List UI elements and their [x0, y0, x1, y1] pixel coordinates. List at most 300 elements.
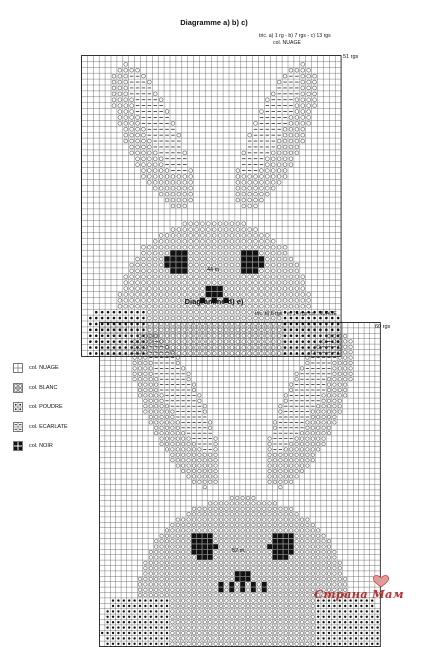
stitch-cell [203, 458, 207, 462]
stitch-cell [333, 421, 337, 425]
stitch-cell [246, 534, 250, 538]
stitch-cell [300, 442, 304, 446]
stitch-cell [153, 269, 157, 273]
stitch-cell [187, 458, 191, 462]
stitch-cell [343, 361, 347, 365]
stitch-cell [160, 626, 162, 628]
stitch-cell [181, 464, 185, 468]
stitch-cell [206, 310, 210, 314]
stitch-cell [322, 583, 326, 587]
stitch-cell [311, 545, 315, 549]
stitch-cell [203, 518, 207, 522]
stitch-cell [187, 610, 191, 614]
stitch-cell [246, 556, 250, 560]
stitch-cell [349, 637, 351, 639]
stitch-cell [136, 121, 140, 125]
stitch-cell [273, 555, 278, 560]
stitch-cell [295, 448, 299, 452]
stitch-cell [147, 80, 151, 84]
stitch-cell [338, 410, 342, 414]
stitch-cell [130, 139, 134, 143]
stitch-cell [265, 98, 269, 102]
stitch-cell [150, 643, 152, 645]
stitch-cell [355, 632, 357, 634]
stitch-cell [322, 643, 324, 645]
stitch-cell [235, 583, 239, 587]
stitch-cell [214, 577, 218, 581]
stitch-cell [214, 550, 218, 554]
stitch-cell [252, 604, 256, 608]
stitch-cell [278, 550, 283, 555]
stitch-cell [295, 437, 299, 441]
stitch-cell [117, 637, 119, 639]
stitch-cell [171, 234, 175, 238]
stitch-cell [284, 399, 288, 403]
stitch-cell [268, 566, 272, 570]
stitch-cell [278, 539, 283, 544]
stitch-cell [159, 316, 163, 320]
stitch-cell [224, 222, 228, 226]
stitch-cell [371, 637, 373, 639]
stitch-cell [300, 534, 304, 538]
stitch-cell [201, 245, 205, 249]
stitch-cell [277, 275, 281, 279]
stitch-cell [165, 539, 169, 543]
stitch-cell [327, 383, 331, 387]
stitch-cell [150, 605, 152, 607]
stitch-cell [273, 599, 277, 603]
stitch-cell [176, 561, 180, 565]
stitch-cell [214, 572, 218, 576]
stitch-cell [181, 545, 185, 549]
stitch-cell [214, 442, 218, 446]
stitch-cell [284, 523, 288, 527]
stitch-cell [202, 550, 207, 555]
stitch-cell [225, 593, 229, 597]
stitch-cell [311, 572, 315, 576]
stitch-cell [124, 133, 128, 137]
stitch-cell [189, 175, 193, 179]
stitch-cell [142, 133, 146, 137]
stitch-cell [147, 151, 151, 155]
stitch-cell [252, 610, 256, 614]
stitch-cell [177, 310, 181, 314]
stitch-cell [224, 228, 228, 232]
stitch-cell [338, 577, 342, 581]
stitch-cell [268, 572, 272, 576]
stitch-cell [262, 561, 266, 565]
stitch-cell [181, 518, 185, 522]
stitch-cell [149, 372, 153, 376]
stitch-cell [289, 593, 293, 597]
stitch-cell [107, 317, 110, 320]
stitch-cell [224, 269, 228, 273]
stitch-cell [241, 615, 245, 619]
stitch-cell [214, 469, 218, 473]
stitch-cell [124, 311, 127, 314]
stitch-cell [189, 257, 193, 261]
stitch-cell [149, 566, 153, 570]
stitch-cell [195, 293, 199, 297]
stitch-cell [176, 448, 180, 452]
stitch-cell [284, 599, 288, 603]
stitch-cell [295, 263, 299, 267]
stitch-cell [366, 610, 368, 612]
stitch-cell [262, 582, 267, 587]
stitch-cell [289, 157, 293, 161]
stitch-cell [133, 377, 137, 381]
stitch-cell [176, 588, 180, 592]
stitch-cell [262, 550, 266, 554]
stitch-cell [316, 561, 320, 565]
stitch-cell [195, 316, 199, 320]
stitch-cell [181, 529, 185, 533]
stitch-cell [192, 577, 196, 581]
stitch-cell [322, 561, 326, 565]
stitch-cell [171, 572, 175, 576]
stitch-cell [208, 539, 213, 544]
stitch-cell [206, 275, 210, 279]
stitch-cell [165, 534, 169, 538]
stitch-cell [130, 275, 134, 279]
stitch-cell [327, 415, 331, 419]
stitch-cell [118, 121, 122, 125]
stitch-cell [136, 281, 140, 285]
stitch-cell [333, 637, 335, 639]
stitch-cell [242, 281, 246, 285]
stitch-cell [262, 512, 266, 516]
stitch-cell [327, 394, 331, 398]
stitch-cell [218, 275, 222, 279]
stitch-cell [198, 631, 202, 635]
stitch-cell [198, 626, 202, 630]
stitch-cell [278, 533, 283, 538]
stitch-cell [183, 234, 187, 238]
stitch-cell [144, 410, 148, 414]
stitch-cell [118, 86, 122, 90]
stitch-cell [133, 626, 135, 628]
stitch-cell [289, 163, 293, 167]
stitch-cell [149, 361, 153, 365]
stitch-cell [147, 275, 151, 279]
stitch-cell [155, 605, 157, 607]
stitch-cell [284, 464, 288, 468]
stitch-cell [289, 388, 293, 392]
stitch-cell [268, 523, 272, 527]
stitch-cell [198, 458, 202, 462]
stitch-cell [360, 632, 362, 634]
stitch-cell [130, 151, 134, 155]
stitch-cell [181, 593, 185, 597]
stitch-cell [338, 356, 342, 360]
stitch-cell [112, 104, 116, 108]
stitch-cell [133, 643, 135, 645]
stitch-cell [254, 175, 258, 179]
stitch-cell [279, 631, 283, 635]
stitch-cell [284, 588, 288, 592]
stitch-cell [295, 588, 299, 592]
stitch-cell [284, 604, 288, 608]
stitch-cell [316, 529, 320, 533]
stitch-cell [147, 269, 151, 273]
stitch-cell [283, 550, 288, 555]
stitch-cell [124, 110, 128, 114]
stitch-cell [252, 626, 256, 630]
stitch-cell [338, 367, 342, 371]
stitch-cell [279, 610, 283, 614]
stitch-cell [273, 593, 277, 597]
stitch-cell [198, 572, 202, 576]
stitch-cell [349, 621, 351, 623]
stitch-cell [187, 512, 191, 516]
stitch-cell [246, 529, 250, 533]
stitch-cell [235, 615, 239, 619]
stitch-cell [203, 529, 207, 533]
stitch-cell [198, 448, 202, 452]
stitch-cell [316, 572, 320, 576]
stitch-cell [160, 415, 164, 419]
stitch-cell [273, 533, 278, 538]
stitch-cell [149, 583, 153, 587]
stitch-cell [268, 615, 272, 619]
stitch-cell [316, 556, 320, 560]
stitch-cell [195, 275, 199, 279]
stitch-cell [201, 257, 205, 261]
stitch-cell [214, 539, 218, 543]
stitch-cell [224, 263, 228, 267]
stitch-cell [124, 104, 128, 108]
stitch-cell [208, 475, 212, 479]
stitch-cell [118, 68, 122, 72]
stitch-cell [311, 566, 315, 570]
stitch-cell [306, 361, 310, 365]
stitch-cell [306, 620, 310, 624]
empty-cell-icon [13, 363, 23, 373]
stitch-cell [165, 593, 169, 597]
stitch-cell [144, 605, 146, 607]
stitch-cell [268, 642, 272, 646]
stitch-cell [230, 615, 234, 619]
stitch-cell [300, 523, 304, 527]
stitch-cell [254, 198, 258, 202]
stitch-cell [306, 437, 310, 441]
stitch-cell [203, 561, 207, 565]
stitch-cell [142, 317, 145, 320]
stitch-cell [273, 583, 277, 587]
stitch-cell [176, 437, 180, 441]
stitch-cell [225, 637, 229, 641]
stitch-cell [284, 458, 288, 462]
stitch-cell [206, 245, 210, 249]
stitch-cell [159, 269, 163, 273]
stitch-cell [224, 316, 228, 320]
stitch-cell [95, 317, 98, 320]
stitch-cell [333, 372, 337, 376]
stitch-cell [254, 192, 258, 196]
stitch-cell [144, 345, 148, 349]
stitch-cell [142, 257, 146, 261]
stitch-cell [246, 588, 250, 592]
stitch-cell [306, 442, 310, 446]
stitch-cell [289, 637, 293, 641]
stitch-cell [214, 599, 218, 603]
stitch-cell [289, 68, 293, 72]
stitch-cell [192, 544, 197, 549]
stitch-cell [349, 345, 353, 349]
stitch-cell [183, 151, 187, 155]
stitch-cell [198, 480, 202, 484]
stitch-cell [171, 539, 175, 543]
stitch-cell [246, 593, 250, 597]
stitch-cell [189, 293, 193, 297]
stitch-cell [153, 251, 157, 255]
stitch-cell [257, 631, 261, 635]
stitch-cell [225, 615, 229, 619]
stitch-cell [187, 475, 191, 479]
stitch-cell [279, 458, 283, 462]
stitch-cell [165, 192, 169, 196]
stitch-cell [306, 572, 310, 576]
stitch-cell [128, 605, 130, 607]
stitch-cell [181, 631, 185, 635]
stitch-cell [307, 86, 311, 90]
stitch-cell [252, 545, 256, 549]
stitch-cell [289, 475, 293, 479]
stitch-cell [176, 620, 180, 624]
stitch-cell [160, 437, 164, 441]
stitch-cell [349, 356, 353, 360]
stitch-cell [236, 275, 240, 279]
stitch-cell [144, 356, 148, 360]
stitch-cell [214, 604, 218, 608]
stitch-cell [219, 599, 223, 603]
stitch-cell [268, 599, 272, 603]
stitch-cell [252, 577, 256, 581]
stitch-cell [307, 68, 311, 72]
stitch-cell [273, 480, 277, 484]
stitch-cell [284, 529, 288, 533]
stitch-cell [181, 431, 185, 435]
stitch-cell [183, 310, 187, 314]
stitch-cell [300, 529, 304, 533]
stitch-cell [301, 74, 305, 78]
stitch-cell [160, 534, 164, 538]
stitch-cell [322, 577, 326, 581]
stitch-cell [124, 281, 128, 285]
stitch-cell [154, 556, 158, 560]
stitch-cell [195, 228, 199, 232]
stitch-cell [306, 523, 310, 527]
stitch-cell [230, 287, 234, 291]
stitch-cell [183, 316, 187, 320]
stitch-cell [201, 251, 205, 255]
stitch-cell [219, 631, 223, 635]
stitch-cell [273, 502, 277, 506]
stitch-cell [198, 604, 202, 608]
stitch-cell [225, 512, 229, 516]
stitch-cell [181, 577, 185, 581]
stitch-cell [333, 388, 337, 392]
stitch-cell [212, 239, 216, 243]
stitch-cell [316, 577, 320, 581]
stitch-cell [212, 222, 216, 226]
stitch-cell [182, 262, 187, 267]
stitch-cell [224, 287, 228, 291]
stitch-cell [118, 104, 122, 108]
stitch-cell [225, 583, 229, 587]
stitch-cell [214, 502, 218, 506]
stitch-cell [154, 561, 158, 565]
stitch-cell [165, 556, 169, 560]
stitch-cell [317, 610, 319, 612]
stitch-cell [130, 311, 133, 314]
stitch-cell [306, 545, 310, 549]
stitch-cell [338, 372, 342, 376]
stitch-cell [349, 610, 351, 612]
stitch-cell [248, 310, 252, 314]
stitch-cell [192, 383, 196, 387]
stitch-cell [235, 523, 239, 527]
stitch-cell [208, 523, 212, 527]
stitch-cell [230, 539, 234, 543]
stitch-cell [165, 583, 169, 587]
stitch-cell [212, 281, 216, 285]
stitch-cell [254, 228, 258, 232]
stitch-cell [124, 139, 128, 143]
stitch-cell [150, 599, 152, 601]
stitch-cell [203, 512, 207, 516]
stitch-cell [195, 234, 199, 238]
stitch-cell [284, 453, 288, 457]
stitch-cell [273, 577, 277, 581]
stitch-cell [171, 421, 175, 425]
stitch-cell [189, 281, 193, 285]
stitch-cell [371, 616, 373, 618]
stitch-cell [149, 334, 153, 338]
stitch-cell [289, 556, 293, 560]
stitch-cell [187, 545, 191, 549]
stitch-cell [208, 604, 212, 608]
stitch-cell [101, 311, 104, 314]
stitch-cell [155, 626, 157, 628]
stitch-cell [311, 421, 315, 425]
stitch-cell [95, 334, 98, 337]
stitch-cell [165, 426, 169, 430]
stitch-cell [327, 556, 331, 560]
stitch-cell [289, 281, 293, 285]
stitch-cell [159, 310, 163, 314]
stitch-cell [371, 643, 373, 645]
stitch-cell [150, 637, 152, 639]
stitch-cell [136, 311, 139, 314]
stitch-cell [344, 605, 346, 607]
stitch-cell [271, 157, 275, 161]
stitch-cell [316, 431, 320, 435]
stitch-cell [295, 610, 299, 614]
stitch-cell [327, 545, 331, 549]
stitch-cell [253, 262, 258, 267]
stitch-cell [268, 610, 272, 614]
stitch-cell [176, 518, 180, 522]
stitch-cell [295, 475, 299, 479]
stitch-cell [138, 583, 142, 587]
stitch-cell [339, 632, 341, 634]
stitch-cell [235, 496, 239, 500]
stitch-cell [192, 453, 196, 457]
stitch-cell [138, 340, 142, 344]
dash-cell-icon [13, 422, 23, 432]
stitch-cell [181, 620, 185, 624]
